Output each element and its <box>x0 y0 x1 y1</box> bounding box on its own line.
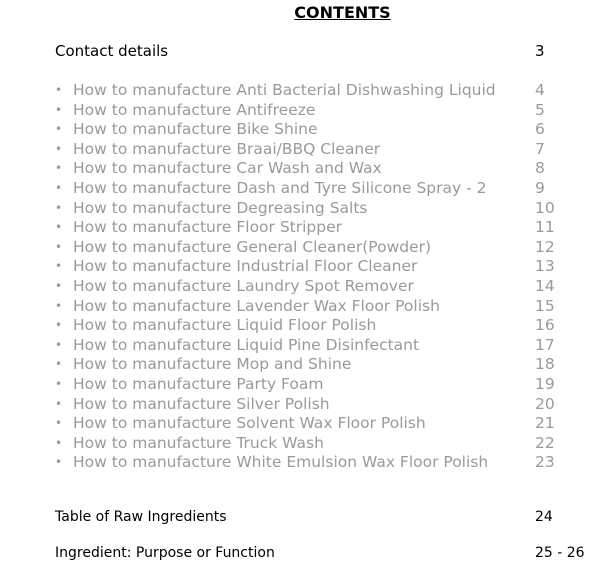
toc-entry-raw-ingredients[interactable] <box>55 508 601 526</box>
toc-list <box>55 81 601 473</box>
toc-item[interactable] <box>55 199 601 219</box>
bullet-icon: • <box>55 200 63 215</box>
toc-entry-label: Table of Raw Ingredients <box>55 509 227 525</box>
bullet-icon: • <box>55 416 63 431</box>
toc-item-label: How to manufacture Laundry Spot Remover <box>73 276 414 295</box>
toc-item-label: How to manufacture Silver Polish <box>73 394 330 413</box>
bullet-icon: • <box>55 259 63 274</box>
bullet-icon: • <box>55 435 63 450</box>
bullet-icon: • <box>55 220 63 235</box>
toc-item[interactable] <box>55 277 601 297</box>
bullet-icon: • <box>55 102 63 117</box>
bullet-icon: • <box>55 278 63 293</box>
toc-item-label: How to manufacture Braai/BBQ Cleaner <box>73 139 381 158</box>
toc-entry-label: Ingredient: Purpose or Function <box>55 545 275 561</box>
toc-item[interactable] <box>55 434 601 454</box>
bullet-icon: • <box>55 376 63 391</box>
toc-item-label: How to manufacture Liquid Floor Polish <box>73 316 377 335</box>
toc-item[interactable] <box>55 120 601 140</box>
toc-item-label: How to manufacture Industrial Floor Cleaner <box>73 257 418 276</box>
toc-item[interactable] <box>55 81 601 101</box>
toc-item[interactable] <box>55 257 601 277</box>
toc-item[interactable] <box>55 375 601 395</box>
toc-item-label: How to manufacture Bike Shine <box>73 120 318 139</box>
toc-item-page: 12 <box>535 237 555 256</box>
toc-item-page: 16 <box>535 316 555 335</box>
toc-entry-label: Contact details <box>55 42 169 60</box>
toc-item[interactable] <box>55 238 601 258</box>
toc-item[interactable] <box>55 218 601 238</box>
toc-entry-contact-details[interactable] <box>55 42 601 60</box>
toc-item-label: How to manufacture Party Foam <box>73 374 324 393</box>
toc-item-label: How to manufacture General Cleaner(Powder) <box>73 237 432 256</box>
toc-item-page: 21 <box>535 414 555 433</box>
toc-item[interactable] <box>55 336 601 356</box>
bullet-icon: • <box>55 122 63 137</box>
toc-item-label: How to manufacture Antifreeze <box>73 100 316 119</box>
toc-item-page: 18 <box>535 355 555 374</box>
toc-item-page: 6 <box>535 120 545 139</box>
toc-item-page: 22 <box>535 433 555 452</box>
toc-item-label: How to manufacture Degreasing Salts <box>73 198 368 217</box>
toc-entry-page: 25 - 26 <box>535 545 585 561</box>
bullet-icon: • <box>55 357 63 372</box>
toc-item[interactable] <box>55 414 601 434</box>
toc-item[interactable] <box>55 179 601 199</box>
bullet-icon: • <box>55 141 63 156</box>
toc-item[interactable] <box>55 316 601 336</box>
bullet-icon: • <box>55 83 63 97</box>
toc-item-page: 23 <box>535 453 555 472</box>
bullet-icon: • <box>55 396 63 411</box>
bullet-icon: • <box>55 298 63 313</box>
toc-item-label: How to manufacture Dash and Tyre Silicone Spray - 2 <box>73 178 487 197</box>
toc-item[interactable] <box>55 159 601 179</box>
toc-item-page: 7 <box>535 139 545 158</box>
toc-item-page: 13 <box>535 257 555 276</box>
bullet-icon: • <box>55 161 63 176</box>
toc-item-page: 9 <box>535 178 545 197</box>
toc-item-label: How to manufacture Lavender Wax Floor Polish <box>73 296 440 315</box>
toc-entry-page: 3 <box>535 42 545 60</box>
toc-item-page: 10 <box>535 198 555 217</box>
toc-item-label: How to manufacture Mop and Shine <box>73 355 352 374</box>
toc-item-page: 5 <box>535 100 545 119</box>
toc-item-page: 11 <box>535 218 555 237</box>
toc-item[interactable] <box>55 453 601 473</box>
toc-item-label: How to manufacture Floor Stripper <box>73 218 343 237</box>
toc-item[interactable] <box>55 101 601 121</box>
toc-item[interactable] <box>55 395 601 415</box>
toc-item-page: 4 <box>535 81 545 99</box>
toc-item-page: 17 <box>535 335 555 354</box>
bullet-icon: • <box>55 239 63 254</box>
toc-item[interactable] <box>55 140 601 160</box>
toc-item-label: How to manufacture Truck Wash <box>73 433 324 452</box>
toc-item-label: How to manufacture Solvent Wax Floor Polish <box>73 414 426 433</box>
bullet-icon: • <box>55 180 63 195</box>
toc-entry-page: 24 <box>535 509 553 525</box>
toc-item-page: 14 <box>535 276 555 295</box>
toc-item[interactable] <box>55 297 601 317</box>
toc-item[interactable] <box>55 355 601 375</box>
toc-entry-ingredient-purpose[interactable] <box>55 544 601 562</box>
toc-item-page: 19 <box>535 374 555 393</box>
toc-item-label: How to manufacture Liquid Pine Disinfectant <box>73 335 420 354</box>
toc-item-page: 15 <box>535 296 555 315</box>
bullet-icon: • <box>55 455 63 470</box>
toc-item-label: How to manufacture White Emulsion Wax Floor Polish <box>73 453 489 472</box>
bullet-icon: • <box>55 337 63 352</box>
toc-item-page: 8 <box>535 159 545 178</box>
toc-item-label: How to manufacture Anti Bacterial Dishwashing Liquid <box>73 81 496 99</box>
bullet-icon: • <box>55 318 63 333</box>
toc-item-label: How to manufacture Car Wash and Wax <box>73 159 382 178</box>
toc-item-page: 20 <box>535 394 555 413</box>
contents-title: CONTENTS <box>294 3 391 22</box>
